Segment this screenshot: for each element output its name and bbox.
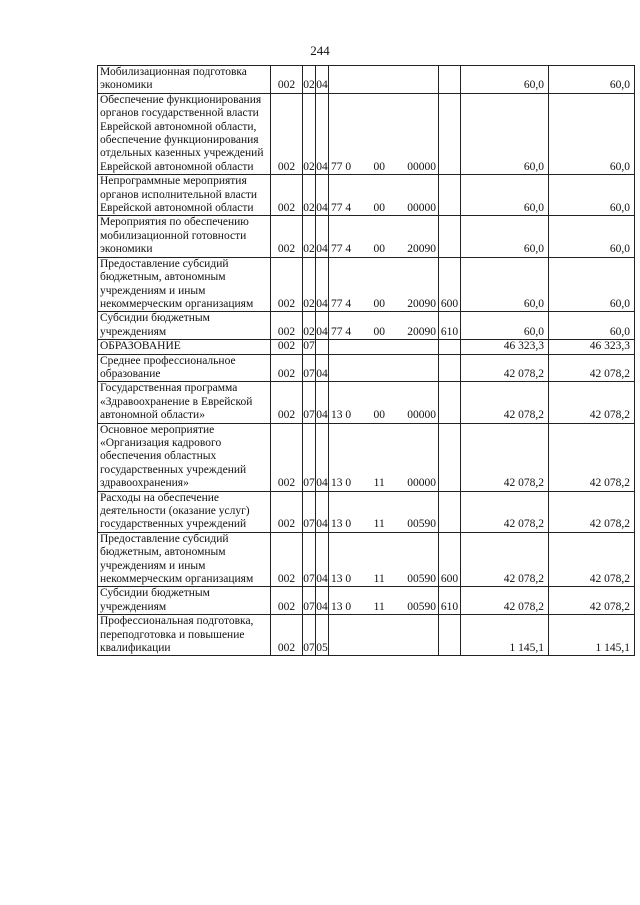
sum-year-2-cell: 60,0 bbox=[549, 175, 635, 216]
sum-year-2-cell: 1 145,1 bbox=[549, 615, 635, 656]
grbs-code-cell: 002 bbox=[271, 257, 303, 312]
target-article-cell bbox=[329, 491, 439, 532]
expense-type-cell bbox=[439, 491, 461, 532]
sum-year-2-cell: 60,0 bbox=[549, 93, 635, 174]
expense-type-cell bbox=[439, 175, 461, 216]
row-name-cell: Профессиональная подготовка, переподготовка и повышение квалификации bbox=[98, 615, 271, 656]
expense-type-cell bbox=[439, 382, 461, 423]
subsection-code-cell: 04 bbox=[316, 312, 329, 340]
table-row bbox=[98, 340, 635, 354]
target-article-part: 00000 bbox=[407, 202, 436, 215]
subsection-code-cell: 04 bbox=[316, 423, 329, 491]
expense-type-cell bbox=[439, 93, 461, 174]
sum-year-1-cell: 42 078,2 bbox=[461, 491, 549, 532]
section-code-cell: 07 bbox=[303, 354, 316, 382]
target-article-cell bbox=[329, 312, 439, 340]
grbs-code-cell: 002 bbox=[271, 615, 303, 656]
sum-year-1-cell: 60,0 bbox=[461, 312, 549, 340]
target-article-parts bbox=[331, 243, 436, 256]
sum-year-1-cell: 42 078,2 bbox=[461, 382, 549, 423]
target-article-part: 00590 bbox=[407, 573, 436, 586]
grbs-code-cell: 002 bbox=[271, 354, 303, 382]
grbs-code-cell: 002 bbox=[271, 491, 303, 532]
target-article-cell bbox=[329, 93, 439, 174]
table-row bbox=[98, 216, 635, 257]
target-article-cell bbox=[329, 615, 439, 656]
target-article-part: 00 bbox=[373, 202, 385, 215]
target-article-part: 00 bbox=[373, 160, 385, 173]
grbs-code-cell: 002 bbox=[271, 587, 303, 615]
sum-year-1-cell: 60,0 bbox=[461, 175, 549, 216]
target-article-part: 77 4 bbox=[331, 202, 352, 215]
section-code-cell: 02 bbox=[303, 66, 316, 94]
table-row bbox=[98, 175, 635, 216]
target-article-part: 13 0 bbox=[331, 600, 352, 613]
expense-type-cell: 610 bbox=[439, 312, 461, 340]
sum-year-1-cell: 42 078,2 bbox=[461, 532, 549, 587]
sum-year-1-cell: 60,0 bbox=[461, 93, 549, 174]
row-name-cell: Государственная программа «Здравоохранение в Еврейской автономной области» bbox=[98, 382, 271, 423]
target-article-part: 20090 bbox=[407, 325, 436, 338]
row-name-cell: Непрограммные мероприятия органов исполнительной власти Еврейской автономной области bbox=[98, 175, 271, 216]
subsection-code-cell: 04 bbox=[316, 216, 329, 257]
target-article-cell bbox=[329, 66, 439, 94]
subsection-code-cell: 04 bbox=[316, 66, 329, 94]
budget-table bbox=[97, 65, 635, 656]
row-name-cell: Предоставление субсидий бюджетным, автономным учреждениям и иным некоммерческим организациям bbox=[98, 257, 271, 312]
sum-year-2-cell: 60,0 bbox=[549, 216, 635, 257]
page-number: 244 bbox=[310, 43, 330, 58]
sum-year-1-cell: 1 145,1 bbox=[461, 615, 549, 656]
subsection-code-cell: 04 bbox=[316, 532, 329, 587]
target-article-cell bbox=[329, 216, 439, 257]
sum-year-2-cell: 42 078,2 bbox=[549, 587, 635, 615]
target-article-parts bbox=[331, 601, 436, 614]
table-row bbox=[98, 354, 635, 382]
sum-year-1-cell: 60,0 bbox=[461, 257, 549, 312]
target-article-part: 00000 bbox=[407, 477, 436, 490]
target-article-parts bbox=[331, 298, 436, 311]
subsection-code-cell: 05 bbox=[316, 615, 329, 656]
grbs-code-cell: 002 bbox=[271, 175, 303, 216]
target-article-part: 00 bbox=[373, 297, 385, 310]
section-code-cell: 07 bbox=[303, 587, 316, 615]
section-code-cell: 07 bbox=[303, 382, 316, 423]
target-article-cell bbox=[329, 257, 439, 312]
sum-year-1-cell: 60,0 bbox=[461, 66, 549, 94]
target-article-part: 77 4 bbox=[331, 243, 352, 256]
target-article-part: 11 bbox=[373, 477, 385, 490]
grbs-code-cell: 002 bbox=[271, 66, 303, 94]
target-article-parts bbox=[331, 326, 436, 339]
target-article-parts bbox=[331, 161, 436, 174]
table-row bbox=[98, 615, 635, 656]
table-row bbox=[98, 532, 635, 587]
row-name-cell: Основное мероприятие «Организация кадрового обеспечения областных государственных учреждений здравоохранения» bbox=[98, 423, 271, 491]
target-article-part: 77 4 bbox=[331, 325, 352, 338]
row-name-cell: Субсидии бюджетным учреждениям bbox=[98, 312, 271, 340]
table-row bbox=[98, 93, 635, 174]
subsection-code-cell: 04 bbox=[316, 382, 329, 423]
sum-year-1-cell: 42 078,2 bbox=[461, 587, 549, 615]
expense-type-cell bbox=[439, 66, 461, 94]
grbs-code-cell: 002 bbox=[271, 312, 303, 340]
table-row bbox=[98, 491, 635, 532]
sum-year-1-cell: 60,0 bbox=[461, 216, 549, 257]
row-name-cell: Расходы на обеспечение деятельности (оказание услуг) государственных учреждений bbox=[98, 491, 271, 532]
sum-year-2-cell: 42 078,2 bbox=[549, 354, 635, 382]
target-article-cell bbox=[329, 587, 439, 615]
section-code-cell: 07 bbox=[303, 340, 315, 353]
table-row bbox=[98, 587, 635, 615]
target-article-part: 13 0 bbox=[331, 518, 352, 531]
section-code-cell: 07 bbox=[303, 491, 316, 532]
expense-type-cell bbox=[439, 354, 461, 382]
section-code-cell: 02 bbox=[303, 216, 316, 257]
table-row bbox=[98, 66, 635, 94]
subsection-code-cell bbox=[316, 340, 329, 354]
expense-type-cell bbox=[439, 423, 461, 491]
sum-year-2-cell: 42 078,2 bbox=[549, 532, 635, 587]
budget-table-body bbox=[98, 66, 635, 656]
grbs-code-cell: 002 bbox=[271, 340, 303, 354]
sum-year-2-cell: 42 078,2 bbox=[549, 382, 635, 423]
expense-type-cell bbox=[439, 615, 461, 656]
target-article-part: 00590 bbox=[407, 600, 436, 613]
section-code-cell: 02 bbox=[303, 312, 316, 340]
section-code-cell: 02 bbox=[303, 93, 316, 174]
target-article-part: 11 bbox=[373, 600, 385, 613]
target-article-part: 77 4 bbox=[331, 297, 352, 310]
sum-year-2-cell: 42 078,2 bbox=[549, 491, 635, 532]
expense-type-cell: 610 bbox=[439, 587, 461, 615]
target-article-parts bbox=[331, 409, 436, 422]
target-article-cell bbox=[329, 354, 439, 382]
row-name-cell: Мобилизационная подготовка экономики bbox=[98, 66, 271, 94]
target-article-part: 00000 bbox=[407, 160, 436, 173]
target-article-cell bbox=[329, 532, 439, 587]
sum-year-2-cell: 60,0 bbox=[549, 66, 635, 94]
row-name-cell: Предоставление субсидий бюджетным, автономным учреждениям и иным некоммерческим организациям bbox=[98, 532, 271, 587]
target-article-part: 11 bbox=[373, 518, 385, 531]
section-code-cell: 07 bbox=[303, 532, 316, 587]
target-article-part: 11 bbox=[373, 573, 385, 586]
expense-type-cell bbox=[439, 216, 461, 257]
subsection-code-cell: 04 bbox=[316, 491, 329, 532]
row-name-cell: Мероприятия по обеспечению мобилизационной готовности экономики bbox=[98, 216, 271, 257]
subsection-code-cell: 04 bbox=[316, 93, 329, 174]
target-article-cell bbox=[329, 340, 439, 354]
grbs-code-cell: 002 bbox=[271, 216, 303, 257]
target-article-part: 00 bbox=[373, 325, 385, 338]
target-article-part: 20090 bbox=[407, 297, 436, 310]
target-article-parts bbox=[331, 518, 436, 531]
target-article-part: 00 bbox=[373, 243, 385, 256]
section-code-cell: 07 bbox=[303, 423, 316, 491]
target-article-part: 13 0 bbox=[331, 573, 352, 586]
target-article-part: 77 0 bbox=[331, 160, 352, 173]
subsection-code-cell: 04 bbox=[316, 587, 329, 615]
sum-year-1-cell: 46 323,3 bbox=[461, 340, 549, 354]
target-article-parts bbox=[331, 202, 436, 215]
sum-year-2-cell: 60,0 bbox=[549, 312, 635, 340]
row-name-cell: ОБРАЗОВАНИЕ bbox=[98, 340, 271, 354]
table-row bbox=[98, 312, 635, 340]
target-article-part: 13 0 bbox=[331, 409, 352, 422]
table-row bbox=[98, 382, 635, 423]
sum-year-2-cell: 46 323,3 bbox=[549, 340, 635, 354]
target-article-part: 20090 bbox=[407, 243, 436, 256]
grbs-code-cell: 002 bbox=[271, 423, 303, 491]
target-article-cell bbox=[329, 175, 439, 216]
target-article-part: 13 0 bbox=[331, 477, 352, 490]
target-article-parts bbox=[331, 477, 436, 490]
section-code-cell: 02 bbox=[303, 257, 316, 312]
row-name-cell: Субсидии бюджетным учреждениям bbox=[98, 587, 271, 615]
row-name-cell: Среднее профессиональное образование bbox=[98, 354, 271, 382]
target-article-part: 00590 bbox=[407, 518, 436, 531]
table-row bbox=[98, 257, 635, 312]
target-article-cell bbox=[329, 423, 439, 491]
target-article-part: 00000 bbox=[407, 409, 436, 422]
target-article-part: 00 bbox=[373, 409, 385, 422]
grbs-code-cell: 002 bbox=[271, 93, 303, 174]
sum-year-2-cell: 60,0 bbox=[549, 257, 635, 312]
sum-year-1-cell: 42 078,2 bbox=[461, 423, 549, 491]
expense-type-cell: 600 bbox=[439, 257, 461, 312]
expense-type-cell bbox=[439, 340, 461, 354]
target-article-parts bbox=[331, 573, 436, 586]
sum-year-1-cell: 42 078,2 bbox=[461, 354, 549, 382]
sum-year-2-cell: 42 078,2 bbox=[549, 423, 635, 491]
subsection-code-cell: 04 bbox=[316, 257, 329, 312]
expense-type-cell: 600 bbox=[439, 532, 461, 587]
subsection-code-cell: 04 bbox=[316, 354, 329, 382]
row-name-cell: Обеспечение функционирования органов государственной власти Еврейской автономной области, обеспечение функционирования отдельных казенных учреждений Еврейской автономной области bbox=[98, 93, 271, 174]
grbs-code-cell: 002 bbox=[271, 532, 303, 587]
table-row bbox=[98, 423, 635, 491]
subsection-code-cell: 04 bbox=[316, 175, 329, 216]
section-code-cell: 02 bbox=[303, 175, 316, 216]
section-code-cell: 07 bbox=[303, 615, 316, 656]
grbs-code-cell: 002 bbox=[271, 382, 303, 423]
target-article-cell bbox=[329, 382, 439, 423]
